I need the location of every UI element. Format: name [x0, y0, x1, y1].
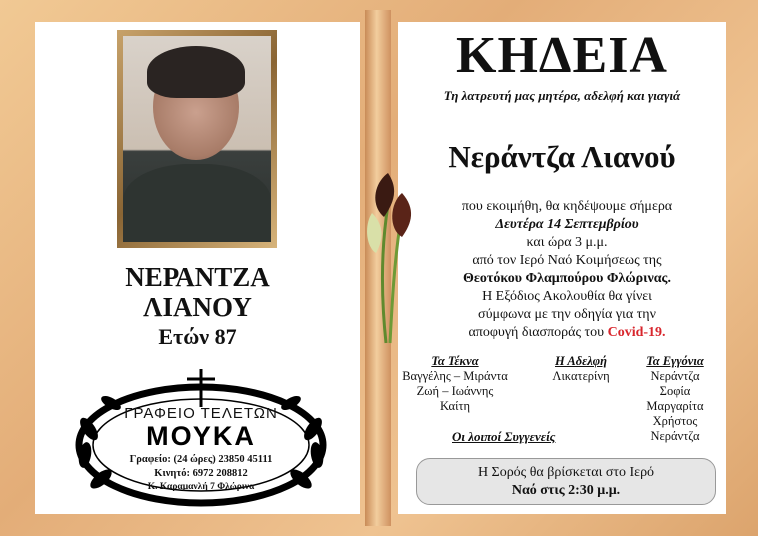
- portrait-hair: [147, 46, 245, 98]
- funeral-home-mobile: Κινητό: 6972 208812: [154, 468, 248, 479]
- deceased-age: Ετών 87: [158, 324, 237, 349]
- notice-box: [416, 458, 716, 505]
- other-relatives: Οι λοιποί Συγγενείς: [452, 429, 556, 444]
- notice-title: ΚΗΔΕΙΑ: [456, 27, 668, 84]
- deceased-name-last: ΛΙΑΝΟΥ: [143, 292, 252, 322]
- right-page: [398, 22, 726, 514]
- church-line-2: Θεοτόκου Φλαμπούρου Φλώρινας.: [463, 271, 671, 286]
- list-item: Νεράντζα: [650, 369, 700, 383]
- funeral-home-phone: Γραφείο: (24 ώρες) 23850 45111: [129, 454, 273, 465]
- church-line-1: από τον Ιερό Ναό Κοιμήσεως της: [472, 253, 662, 268]
- list-item: Βαγγέλης – Μιράντα: [402, 369, 508, 383]
- text-line: που εκοιμήθη, θα κηδέψουμε σήμερα: [461, 199, 673, 214]
- notice-line-2: Ναό στις 2:30 μ.μ.: [511, 483, 621, 498]
- list-item: Λικατερίνη: [552, 369, 610, 383]
- grandchildren-heading: Τα Εγγόνια: [646, 354, 704, 368]
- list-item: Ζωή – Ιωάννης: [416, 384, 494, 398]
- deceased-name-first: ΝΕΡΑΝΤΖΑ: [125, 262, 270, 292]
- list-item: Χρήστος: [652, 414, 698, 428]
- text-line: σύμφωνα με την οδηγία για την: [478, 307, 656, 322]
- left-page: [35, 22, 360, 514]
- deceased-full-name: Νεράντζα Λιανού: [448, 139, 676, 174]
- portrait-photo: [123, 36, 271, 242]
- notice-line-1: Η Σορός θα βρίσκεται στο Ιερό: [477, 465, 655, 480]
- portrait-frame: [117, 30, 277, 248]
- funeral-date: Δευτέρα 14 Σεπτεμβρίου: [495, 217, 639, 232]
- list-item: Καίτη: [439, 399, 471, 413]
- grandchildren-column: [630, 354, 720, 444]
- calla-lily-icon: [360, 165, 430, 345]
- text-line-part: αποφυγή διασποράς του: [468, 325, 605, 340]
- list-item: Μαργαρίτα: [646, 399, 704, 413]
- covid-label: Covid-19.: [607, 325, 666, 340]
- funeral-home-address: Κ. Καραμανλή 7 Φλώρινα: [147, 482, 255, 492]
- children-column: [390, 354, 520, 414]
- text-line: Η Εξόδιος Ακολουθία θα γίνει: [482, 289, 652, 304]
- notice-subtitle: Τη λατρευτή μας μητέρα, αδελφή και γιαγιά: [443, 88, 681, 103]
- list-item: Σοφία: [659, 384, 691, 398]
- funeral-time: και ώρα 3 μ.μ.: [526, 235, 608, 250]
- children-heading: Τα Τέκνα: [431, 354, 479, 368]
- portrait-body: [123, 164, 271, 242]
- funeral-home-name: ΜΟΥΚΑ: [146, 421, 256, 451]
- sister-heading: Η Αδελφή: [555, 354, 607, 368]
- sister-column: [536, 354, 626, 384]
- funeral-home-title: ΓΡΑΦΕΙΟ ΤΕΛΕΤΩΝ: [124, 405, 278, 422]
- list-item: Νεράντζα: [650, 429, 700, 443]
- text-line: [408, 325, 726, 341]
- funeral-home-logo: [71, 367, 331, 507]
